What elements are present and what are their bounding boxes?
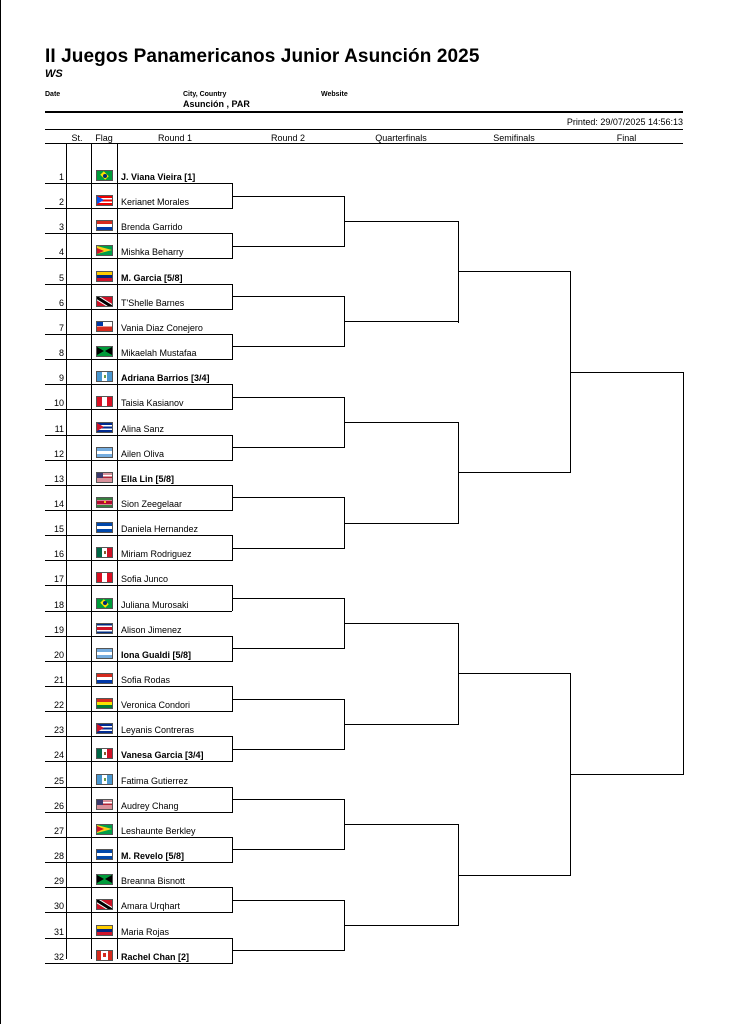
round2-slot-line — [232, 598, 345, 599]
player-name[interactable]: Ailen Oliva — [121, 448, 165, 459]
draw-row-line — [45, 661, 232, 662]
round2-slot-line — [232, 950, 345, 951]
player-name[interactable]: Sofia Rodas — [121, 675, 171, 685]
player-name[interactable]: Leyanis Contreras — [121, 725, 195, 736]
country-flag-icon — [96, 497, 113, 508]
quarterfinal-slot-line — [344, 724, 459, 725]
player-name[interactable]: Vanesa Garcia [3/4] — [121, 750, 204, 761]
date-label: Date — [45, 91, 61, 98]
draw-row-line — [45, 963, 232, 964]
country-flag-icon — [96, 774, 113, 785]
columns-bottom-rule — [45, 143, 683, 144]
draw-position-number: 25 — [53, 775, 64, 786]
draw-position-number: 5 — [58, 272, 64, 283]
player-name[interactable]: Vania Diaz Conejero — [121, 322, 203, 333]
draw-row-line — [45, 938, 232, 939]
bracket-connector — [232, 636, 233, 662]
semifinal-slot-line — [458, 271, 571, 272]
player-name[interactable]: Kerianet Morales — [121, 197, 190, 208]
draw-position-number: 17 — [53, 574, 64, 585]
country-flag-icon — [96, 698, 113, 709]
draw-position-number: 26 — [53, 800, 64, 811]
country-flag-icon — [96, 170, 113, 181]
country-flag-icon — [96, 447, 113, 458]
round2-slot-line — [232, 346, 345, 347]
draw-row-line — [45, 183, 232, 184]
bracket-connector — [232, 435, 233, 461]
draw-position-number: 29 — [53, 876, 64, 887]
country-flag-icon — [96, 522, 113, 533]
bracket-connector — [232, 787, 233, 813]
header-divider — [45, 111, 683, 113]
country-flag-icon — [96, 346, 113, 357]
bracket-connector — [232, 938, 233, 964]
draw-position-number: 13 — [53, 473, 64, 484]
country-flag-icon — [96, 598, 113, 609]
player-name[interactable]: M. Revelo [5/8] — [121, 851, 185, 862]
draw-position-number: 12 — [53, 448, 64, 459]
draw-position-number: 24 — [53, 750, 64, 761]
draw-position-number: 14 — [53, 498, 64, 509]
player-name[interactable]: Fatima Gutierrez — [121, 775, 189, 786]
semifinal-slot-line — [458, 472, 571, 473]
draw-position-number: 11 — [54, 423, 64, 434]
city-label: City, Country — [183, 91, 227, 98]
round2-slot-line — [232, 699, 345, 700]
draw-position-number: 15 — [53, 524, 64, 535]
draw-position-number: 10 — [53, 398, 64, 409]
country-flag-icon — [96, 220, 113, 231]
player-name[interactable]: Miriam Rodriguez — [121, 549, 192, 560]
player-name[interactable]: Sofia Junco — [121, 574, 169, 585]
player-name[interactable]: Breanna Bisnott — [121, 876, 186, 887]
player-name[interactable]: Veronica Condori — [121, 700, 191, 711]
col-header-st: St. — [71, 133, 83, 143]
city-value: Asunción , PAR — [183, 99, 250, 109]
country-flag-icon — [96, 195, 113, 206]
round2-slot-line — [232, 447, 345, 448]
bracket-connector — [458, 623, 459, 725]
draw-position-number: 27 — [53, 825, 64, 836]
country-flag-icon — [96, 371, 113, 382]
draw-row-line — [45, 435, 232, 436]
bracket-connector — [683, 372, 684, 775]
draw-row-line — [45, 510, 232, 511]
country-flag-icon — [96, 723, 113, 734]
draw-position-number: 1 — [58, 172, 64, 182]
columns-top-rule — [45, 129, 683, 130]
draw-row-line — [45, 736, 232, 737]
country-flag-icon — [96, 748, 113, 759]
quarterfinal-slot-line — [344, 925, 459, 926]
draw-row-line — [45, 359, 232, 360]
country-flag-icon — [96, 648, 113, 659]
player-name[interactable]: M. Garcia [5/8] — [121, 272, 183, 283]
website-label: Website — [321, 91, 348, 98]
player-name[interactable]: Daniela Hernandez — [121, 524, 199, 535]
page-left-edge — [0, 0, 1, 1024]
player-name[interactable]: Audrey Chang — [121, 800, 179, 811]
country-flag-icon — [96, 245, 113, 256]
semifinal-slot-line — [458, 673, 571, 674]
draw-position-number: 6 — [58, 297, 64, 308]
country-flag-icon — [96, 472, 113, 483]
draw-position-number: 9 — [58, 373, 64, 384]
player-name[interactable]: Mikaelah Mustafaa — [121, 348, 197, 359]
country-flag-icon — [96, 396, 113, 407]
draw-row-line — [45, 460, 232, 461]
bracket-connector — [232, 284, 233, 310]
player-name[interactable]: Brenda Garrido — [121, 222, 183, 233]
draw-position-number: 4 — [58, 247, 64, 258]
col-header-semifinals: Semifinals — [493, 133, 535, 143]
draw-row-line — [45, 636, 232, 637]
draw-row-line — [45, 912, 232, 913]
round2-slot-line — [232, 246, 345, 247]
player-name[interactable]: Juliana Murosaki — [121, 599, 189, 610]
country-flag-icon — [96, 572, 113, 583]
draw-row-line — [45, 560, 232, 561]
final-slot-line — [570, 372, 684, 373]
country-flag-icon — [96, 799, 113, 810]
country-flag-icon — [96, 296, 113, 307]
country-flag-icon — [96, 547, 113, 558]
country-flag-icon — [96, 849, 113, 860]
col-header-final: Final — [616, 133, 637, 143]
country-flag-icon — [96, 874, 113, 885]
round2-slot-line — [232, 900, 345, 901]
player-name[interactable]: Alison Jimenez — [121, 624, 182, 635]
semifinal-slot-line — [458, 875, 571, 876]
round2-slot-line — [232, 799, 345, 800]
round2-slot-line — [232, 397, 345, 398]
draw-position-number: 3 — [58, 222, 64, 233]
col-header-round2: Round 2 — [270, 133, 306, 143]
quarterfinal-slot-line — [344, 523, 459, 524]
country-flag-icon — [96, 925, 113, 936]
draw-position-number: 2 — [58, 197, 64, 208]
round2-slot-line — [232, 749, 345, 750]
player-name[interactable]: Sion Zeegelaar — [121, 498, 183, 509]
draw-row-line — [45, 711, 232, 712]
bracket-connector — [458, 422, 459, 524]
col-header-flag: Flag — [95, 133, 113, 143]
quarterfinal-slot-line — [344, 321, 459, 322]
draw-row-line — [45, 309, 232, 310]
draw-row-line — [45, 409, 232, 410]
player-name[interactable]: Maria Rojas — [121, 926, 170, 937]
round2-slot-line — [232, 548, 345, 549]
bracket-connector — [232, 837, 233, 863]
draw-row-line — [45, 585, 232, 586]
draw-row-line — [45, 233, 232, 234]
draw-row-line — [45, 761, 232, 762]
col-header-quarterfinals: Quarterfinals — [375, 133, 427, 143]
draw-row-line — [45, 686, 232, 687]
country-flag-icon — [96, 950, 113, 961]
player-name[interactable]: Mishka Beharry — [121, 247, 184, 258]
draw-row-line — [45, 611, 232, 612]
draw-row-line — [45, 812, 232, 813]
country-flag-icon — [96, 271, 113, 282]
bracket-connector — [458, 221, 459, 323]
draw-position-number: 19 — [53, 624, 64, 635]
player-name[interactable]: Alina Sanz — [121, 423, 165, 434]
draw-row-line — [45, 787, 232, 788]
round2-slot-line — [232, 849, 345, 850]
player-name[interactable]: Rachel Chan [2] — [121, 951, 190, 962]
event-code: WS — [45, 68, 63, 80]
bracket-connector — [232, 485, 233, 511]
draw-position-number: 32 — [53, 951, 64, 962]
draw-position-number: 22 — [53, 700, 64, 711]
printed-timestamp: Printed: 29/07/2025 14:56:13 — [566, 117, 683, 127]
round2-slot-line — [232, 648, 345, 649]
quarterfinal-slot-line — [344, 824, 459, 825]
country-flag-icon — [96, 824, 113, 835]
final-slot-line — [570, 774, 684, 775]
draw-position-number: 7 — [58, 322, 64, 333]
country-flag-icon — [96, 623, 113, 634]
draw-position-number: 21 — [53, 675, 64, 685]
round2-slot-line — [232, 196, 345, 197]
draw-position-number: 16 — [53, 549, 64, 560]
draw-row-line — [45, 837, 232, 838]
draw-position-number: 20 — [53, 649, 64, 660]
player-name[interactable]: Ella Lin [5/8] — [121, 473, 175, 484]
draw-position-number: 18 — [53, 599, 64, 610]
player-name[interactable]: Leshaunte Berkley — [121, 825, 196, 836]
country-flag-icon — [96, 899, 113, 910]
draw-row-line — [45, 208, 232, 209]
country-flag-icon — [96, 673, 113, 684]
draw-position-number: 28 — [53, 851, 64, 862]
country-flag-icon — [96, 321, 113, 332]
player-name[interactable]: Taisia Kasianov — [121, 398, 184, 409]
draw-position-number: 31 — [53, 926, 64, 937]
player-name[interactable]: Amara Urqhart — [121, 901, 181, 912]
draw-row-line — [45, 862, 232, 863]
quarterfinal-slot-line — [344, 221, 459, 222]
page-title: II Juegos Panamericanos Junior Asunción 2025 — [45, 46, 480, 67]
round2-slot-line — [232, 497, 345, 498]
round2-slot-line — [232, 296, 345, 297]
draw-row-line — [45, 535, 232, 536]
bracket-connector — [232, 334, 233, 360]
draw-row-line — [45, 284, 232, 285]
player-name[interactable]: Adriana Barrios [3/4] — [121, 373, 210, 384]
col-header-round1: Round 1 — [157, 133, 193, 143]
country-flag-icon — [96, 422, 113, 433]
quarterfinal-slot-line — [344, 623, 459, 624]
draw-position-number: 8 — [58, 348, 64, 359]
player-name[interactable]: J. Viana Vieira [1] — [121, 172, 196, 182]
draw-row-line — [45, 485, 232, 486]
quarterfinal-slot-line — [344, 422, 459, 423]
draw-row-line — [45, 334, 232, 335]
draw-row-line — [45, 384, 232, 385]
draw-row-line — [45, 887, 232, 888]
draw-row-line — [45, 258, 232, 259]
draw-position-number: 30 — [53, 901, 64, 912]
player-name[interactable]: Iona Gualdi [5/8] — [121, 649, 192, 660]
player-name[interactable]: T'Shelle Barnes — [121, 297, 185, 308]
draw-position-number: 23 — [53, 725, 64, 736]
